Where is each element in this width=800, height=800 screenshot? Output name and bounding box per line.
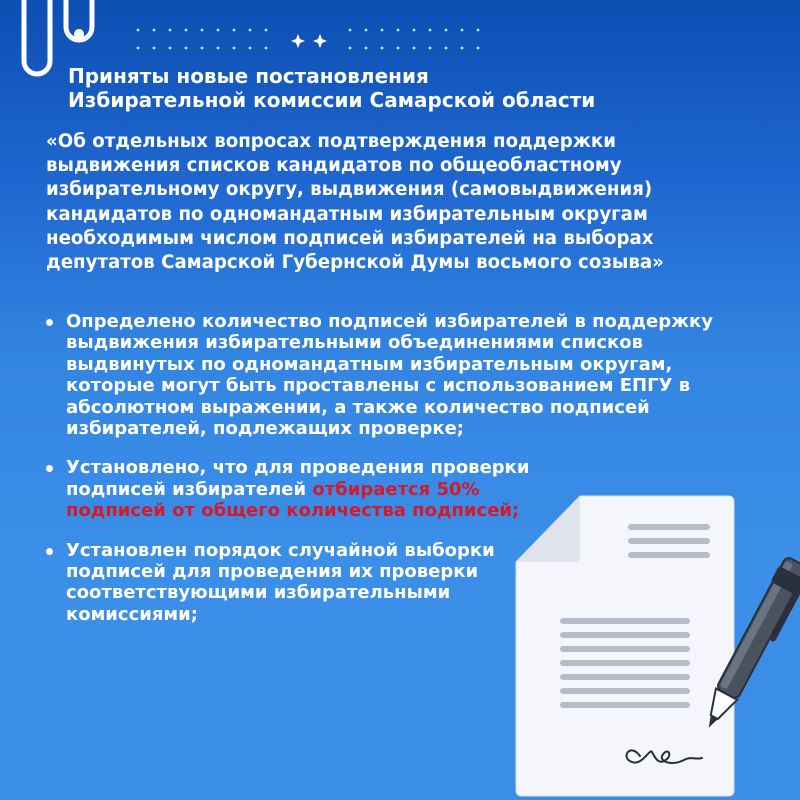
bullet-line: абсолютном выражении, а также количество подписей <box>66 396 650 418</box>
resolution-line: необходимым числом подписей избирателей на выборах <box>46 227 654 249</box>
resolution-line: депутатов Самарской Губернской Думы восьмого созыва» <box>46 252 664 274</box>
bullet-line: которые могут быть проставлены с использованием ЕПГУ в <box>66 375 691 397</box>
resolution-line: кандидатов по одномандатным избирательным округам <box>46 203 648 225</box>
resolution-line: выдвижения списков кандидатов по общеобластному <box>46 155 622 177</box>
bullet-line: соответствующими избирательными <box>66 582 451 604</box>
highlight-text: подписей от общего количества подписей; <box>66 500 520 522</box>
page-title <box>68 64 768 112</box>
bullet-line: избирателей, подлежащих проверке; <box>66 418 465 440</box>
bullet-line: выдвижения избирательными объединениями списков <box>66 332 644 354</box>
highlight-text: отбирается 50% <box>312 478 480 500</box>
bullet-line <box>66 479 536 500</box>
bullet-line: подписей для проведения их проверки <box>66 561 479 583</box>
sparkle-icon <box>291 34 327 48</box>
bullet-line: Установлено, что для проведения проверки <box>66 457 530 479</box>
title-line-1: Приняты новые постановления <box>68 64 429 88</box>
resolution-line: избирательному округу, выдвижения (самовыдвижения) <box>46 179 653 201</box>
bullet-text: подписей избирателей <box>66 478 313 500</box>
bullet-dot-icon <box>46 465 53 472</box>
resolution-line: «Об отдельных вопросах подтверждения поддержки <box>46 131 616 152</box>
bullet-item-random-sampling <box>40 540 526 626</box>
bullet-line: Установлен порядок случайной выборки <box>66 539 495 561</box>
bullet-item-signatures-count <box>40 311 776 439</box>
resolution-title <box>46 130 776 275</box>
bullet-line: комиссиями; <box>66 603 198 625</box>
document-with-pen-illustration <box>500 490 800 800</box>
bullet-dot-icon <box>46 548 53 555</box>
bullet-item-verification-share <box>40 457 536 521</box>
dots-decoration <box>118 24 508 54</box>
bullet-line: Определено количество подписей избирателей в поддержку <box>66 311 713 332</box>
bullet-dot-icon <box>46 319 53 326</box>
title-line-2: Избирательной комиссии Самарской области <box>68 88 596 112</box>
bullet-line: выдвинутых по одномандатным избирательным округам, <box>66 353 673 375</box>
